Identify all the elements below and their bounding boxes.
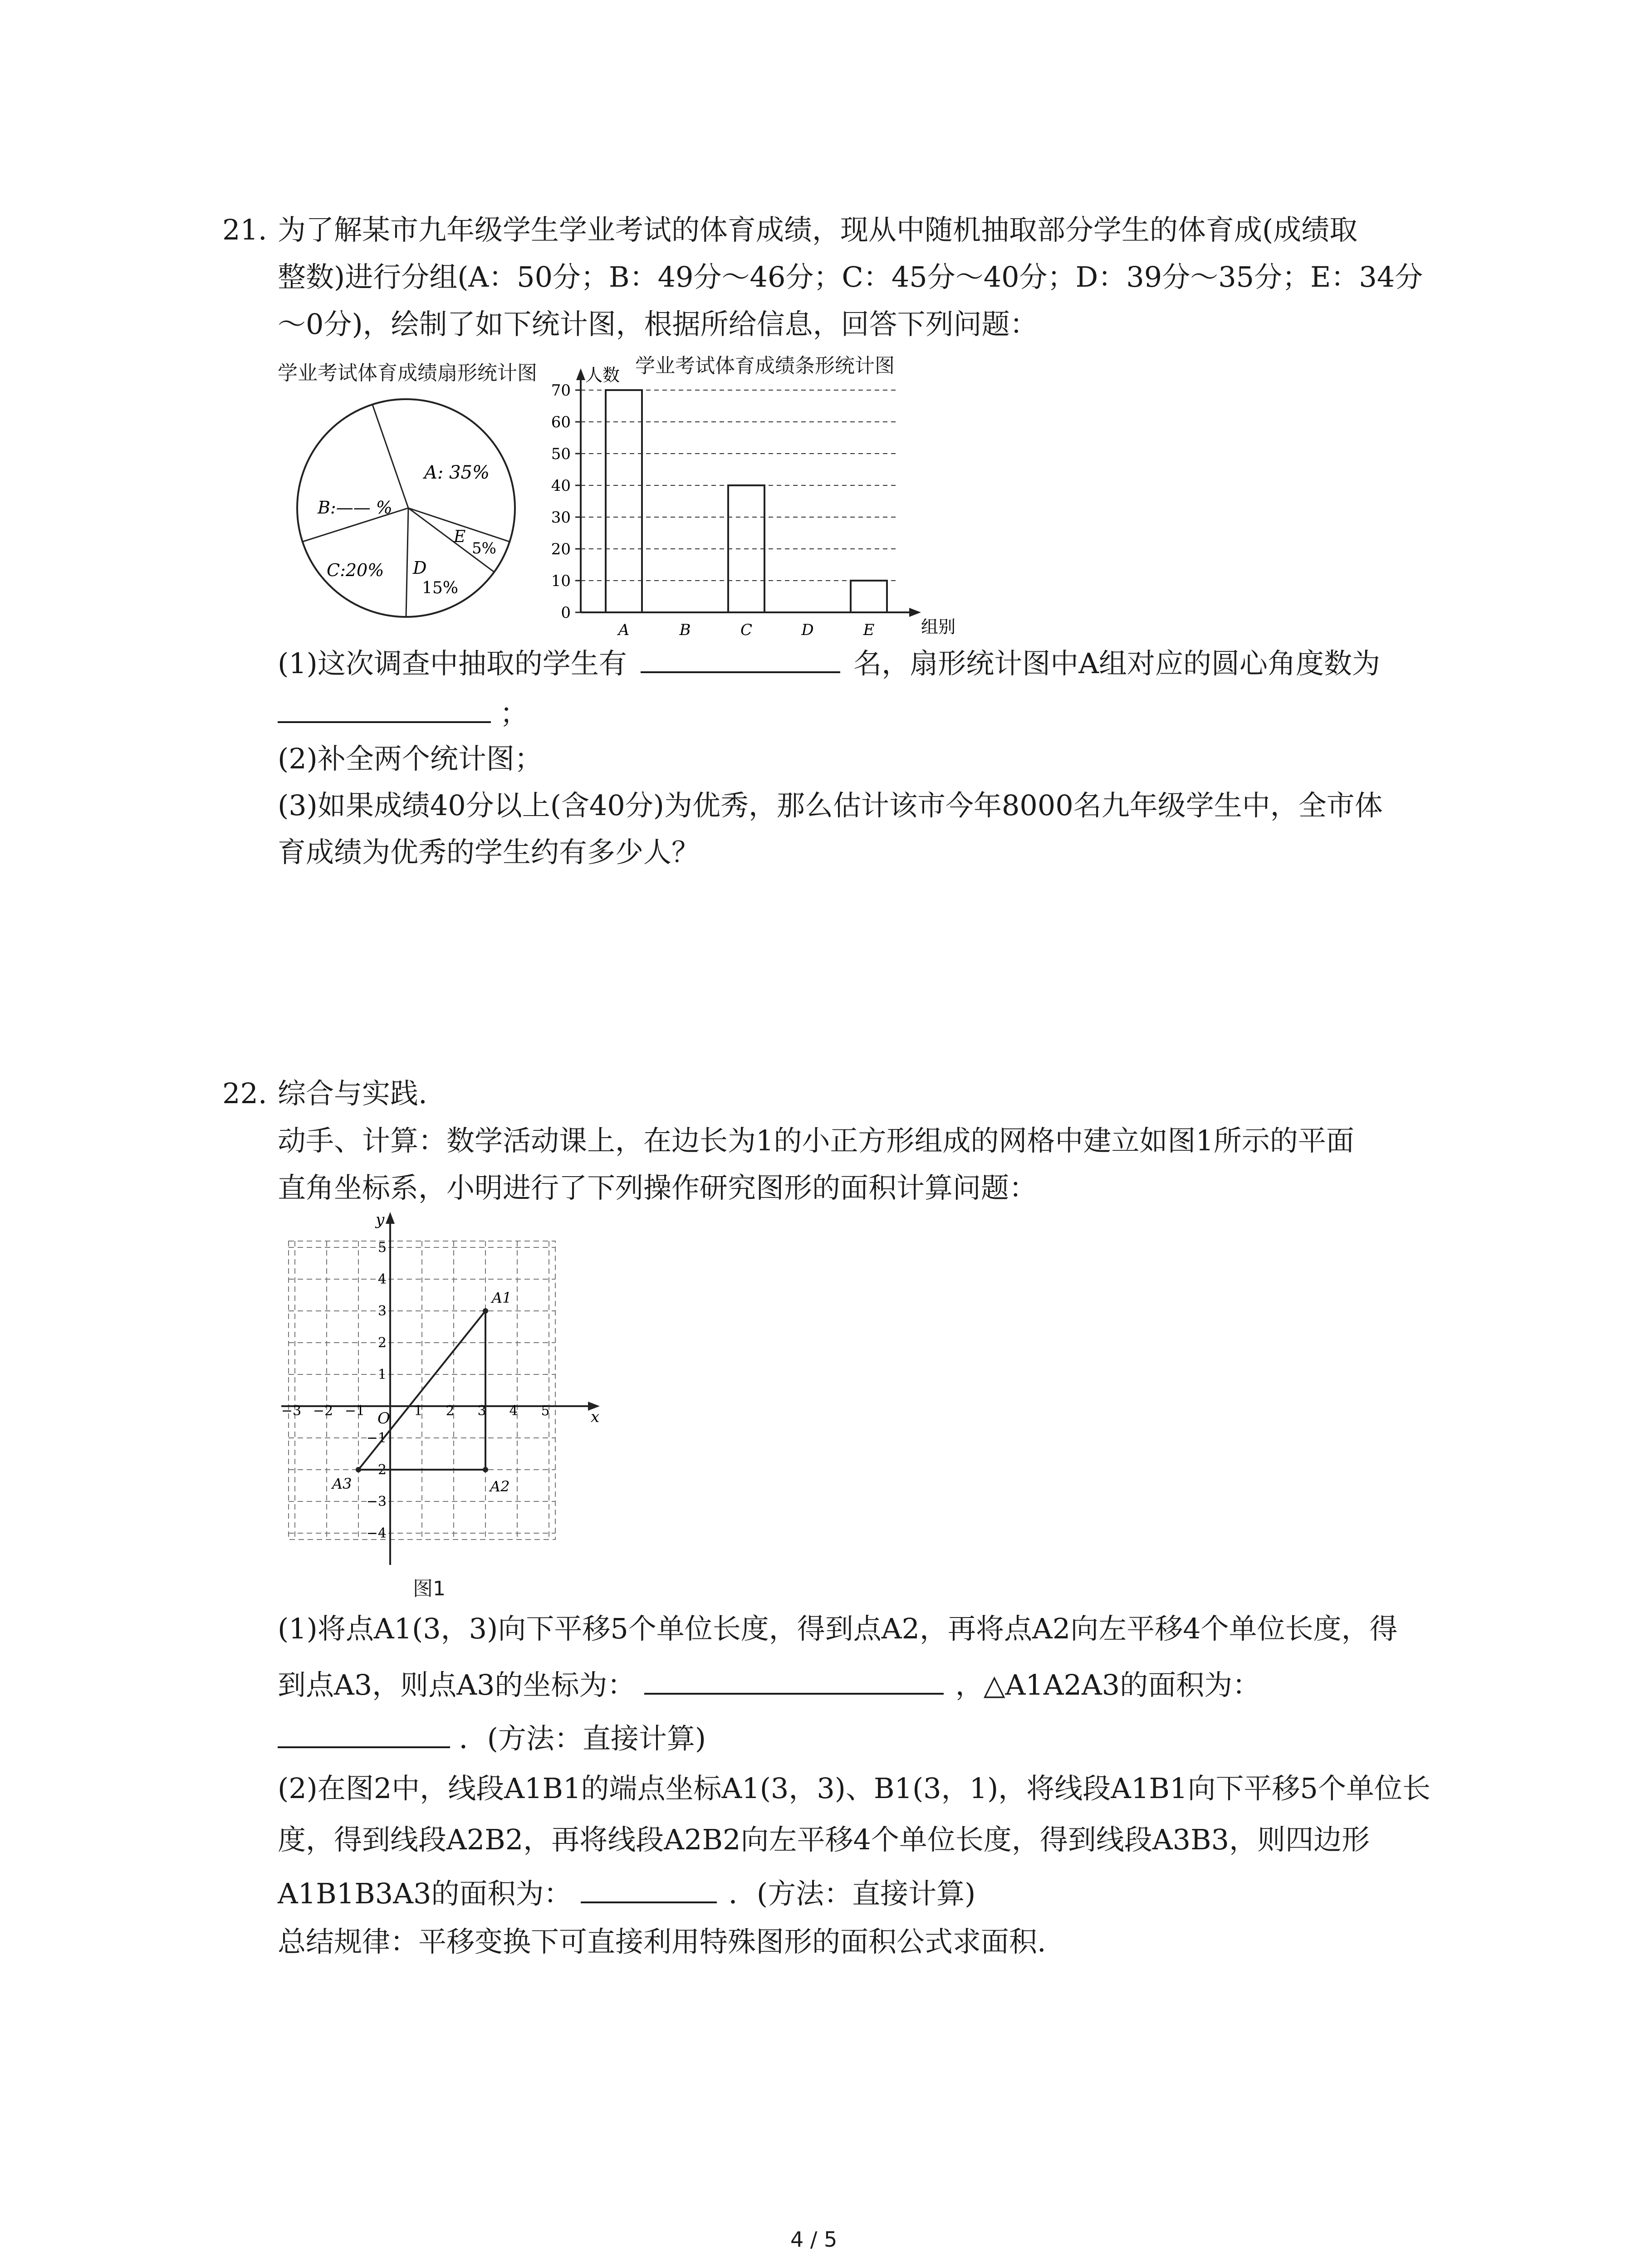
bar-chart [522,358,966,644]
bar-y-tick-label: 70 [551,381,571,400]
page-number: 4 / 5 [790,2227,838,2252]
x-tick-label: 4 [509,1403,518,1419]
q22-sub2-line3 [278,1879,975,1908]
bar-x-tick-label: E [863,621,875,639]
q22-sub1-line3-text: ．(方法：直接计算) [459,1722,706,1755]
q22-sub1-line2 [278,1670,1260,1699]
q21-sub1-line1 [278,649,1380,678]
bar-y-tick-label: 40 [551,477,571,495]
q21-sub1-part1: (1)这次调查中抽取的学生有 [278,647,627,680]
bar-a [606,390,642,612]
bar-y-label: 人数 [585,365,620,385]
q22-sub2-line1: (2)在图2中，线段A1B1的端点坐标A1(3，3)、B1(3，1)，将线段A1B1向下平移5个单位长 [278,1772,1430,1805]
x-tick-label: 5 [541,1403,550,1419]
q22-sub1-line3 [278,1724,706,1753]
x-axis-label: x [591,1408,600,1426]
bar-y-ticks [551,381,581,622]
q22-sub1-line1: (1)将点A1(3，3)向下平移5个单位长度，得到点A2，再将点A2向左平移4个单位长度，得 [278,1612,1398,1645]
x-tick-label: −3 [281,1403,302,1419]
q22-intro-line2: 直角坐标系，小明进行了下列操作研究图形的面积计算问题： [278,1171,1038,1204]
pie-boundary-d-c [406,508,408,617]
bar-y-tick-label: 30 [551,508,571,527]
q22-sub2-line3a: A1B1B3A3的面积为： [278,1877,572,1910]
y-tick-label: −1 [366,1430,387,1446]
q21-intro-line2: 整数)进行分组(A：50分；B：49分～46分；C：45分～40分；D：39分～35分；E：34分 [278,260,1423,293]
y-tick-label: 3 [377,1303,387,1319]
q21-intro-line1: 为了解某市九年级学生学业考试的体育成绩，现从中随机抽取部分学生的体育成(成绩取 [278,213,1358,246]
q22-answer-blank-a3-coord[interactable] [644,1670,944,1695]
q22-number: 22. [222,1077,267,1110]
q21-sub1-part2: 名，扇形统计图中A组对应的圆心角度数为 [853,647,1381,680]
x-tick-labels [281,1403,550,1419]
pie-chart [290,390,526,626]
y-tick-label: 5 [377,1240,387,1256]
coordinate-figure [277,1207,622,1588]
pie-label-d: D [413,558,427,578]
point-label-a1: A1 [492,1289,512,1306]
bar-y-tick-label: 50 [551,445,571,463]
bar-y-tick-label: 10 [551,572,571,590]
y-tick-label: −3 [366,1494,387,1510]
y-tick-label: −4 [366,1525,387,1541]
bar-x-tick-label: B [679,621,691,639]
q21-sub2: (2)补全两个统计图； [278,742,543,775]
x-tick-label: −2 [313,1403,333,1419]
q22-answer-blank-quad-area[interactable] [581,1879,717,1903]
q21-number: 21. [222,213,267,246]
bar-x-labels [617,621,875,639]
pie-label-d-pct: 15% [422,579,459,597]
q22-sub1-line2a: 到点A3，则点A3的坐标为： [278,1668,636,1701]
bar-y-tick-label: 0 [561,604,571,622]
bar-y-tick-label: 60 [551,413,571,431]
bar-y-tick-label: 20 [551,540,571,558]
bar-chart-title: 学业考试体育成绩条形统计图 [635,354,895,377]
origin-label: O [377,1409,390,1427]
q21-sub1-line2 [278,699,528,728]
pie-boundary-b-a [372,405,408,508]
point-label-a3: A3 [332,1475,352,1492]
pie-chart-title: 学业考试体育成绩扇形统计图 [278,362,537,385]
q22-sub2-line3b: ．(方法：直接计算) [728,1877,976,1910]
bar-x-tick-label: C [740,621,753,639]
q21-sub3-line2: 育成绩为优秀的学生约有多少人？ [278,836,700,869]
bar-e [851,581,887,612]
bar-x-tick-label: A [618,621,630,639]
bar-y-arrow [576,368,585,380]
q22-sub2-line2: 度，得到线段A2B2，再将线段A2B2向左平移4个单位长度，得到线段A3B3，则四边形 [278,1823,1370,1856]
y-axis-arrow [386,1212,395,1224]
pie-label-e-pct: 5% [472,539,496,557]
y-tick-label: 1 [377,1367,387,1383]
x-tick-label: −1 [344,1403,365,1419]
pie-label-a: A: 35% [424,462,490,483]
bar-x-tick-label: D [801,621,814,639]
triangle-a1a2a3 [331,1289,511,1495]
q21-sub3-line1: (3)如果成绩40分以上(含40分)为优秀，那么估计该市今年8000名九年级学生中，全市体 [278,789,1383,822]
x-tick-label: 3 [477,1403,486,1419]
pie-label-b: B:—— % [318,498,392,518]
point-a3 [356,1467,361,1472]
point-a1 [483,1308,488,1314]
y-axis-label: y [376,1211,385,1229]
q22-answer-blank-triangle-area[interactable] [278,1724,450,1748]
point-a2 [483,1467,488,1472]
q21-intro-line3: ～0分)，绘制了如下统计图，根据所给信息，回答下列问题： [278,308,1038,341]
y-tick-labels [367,1240,387,1541]
bar-bars [606,390,887,612]
q22-title: 综合与实践. [278,1077,427,1110]
q21-sub1-end: ； [500,697,528,730]
q21-answer-blank-angle[interactable] [278,699,491,723]
q22-summary: 总结规律：平移变换下可直接利用特殊图形的面积公式求面积. [278,1925,1046,1958]
x-tick-label: 1 [414,1403,423,1419]
q21-answer-blank-students[interactable] [641,649,840,673]
point-label-a2: A2 [490,1478,510,1495]
pie-label-e: E [454,528,466,546]
x-tick-label: 2 [446,1403,455,1419]
pie-label-c: C:20% [327,560,384,580]
bar-x-label: 组别 [921,617,956,637]
y-tick-label: 4 [377,1271,387,1287]
bar-x-arrow [909,608,921,617]
y-tick-label: 2 [377,1335,387,1351]
y-tick-label: −2 [366,1462,387,1478]
q22-intro-line1: 动手、计算：数学活动课上，在边长为1的小正方形组成的网格中建立如图1所示的平面 [278,1124,1354,1157]
q22-sub1-line2b: ，△A1A2A3的面积为： [955,1668,1261,1701]
figure-caption: 图1 [413,1577,446,1600]
